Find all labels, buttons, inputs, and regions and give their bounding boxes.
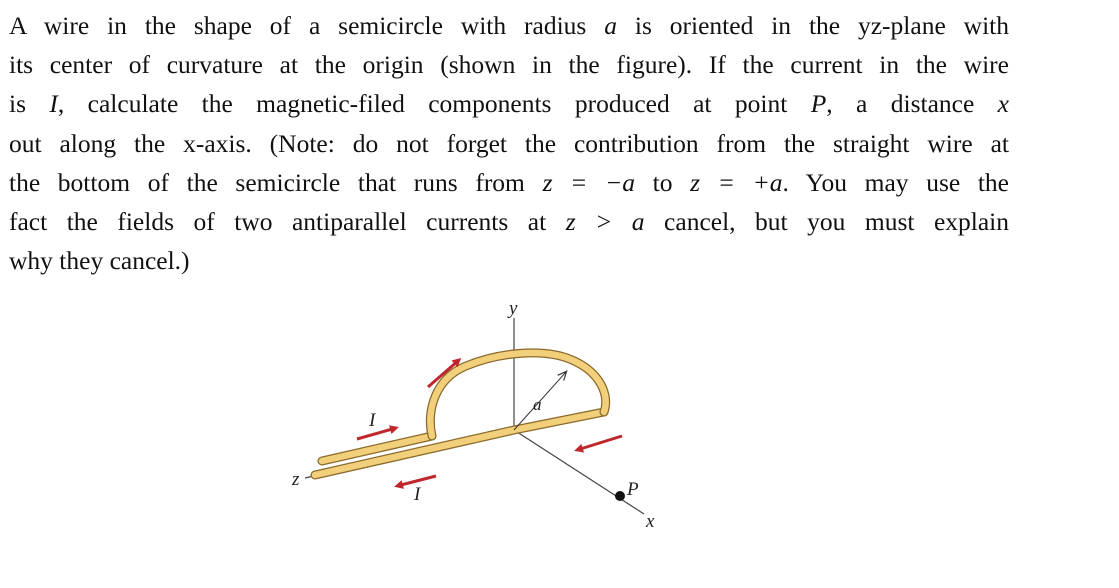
label-current-top: I — [369, 410, 376, 431]
problem-line-6: fact the fields of two antiparallel currents at z > a cancel, but you must explain — [9, 207, 1009, 237]
label-x: x — [646, 511, 655, 532]
label-y: y — [509, 298, 518, 319]
x-axis — [514, 430, 644, 514]
current-arrow-in — [357, 428, 396, 439]
problem-line-7: why they cancel.) — [9, 246, 190, 276]
straight-wire-pair — [315, 412, 604, 475]
problem-line-1: A wire in the shape of a semicircle with radius a is oriented in the yz-plane with — [9, 11, 1009, 40]
label-current-bottom: I — [414, 484, 421, 505]
current-arrow-return — [577, 436, 622, 450]
label-z: z — [292, 469, 300, 490]
semicircle-wire — [430, 353, 605, 436]
point-p-marker — [615, 491, 625, 501]
problem-line-4: out along the x-axis. (Note: do not forget the contribution from the straight wire at — [9, 128, 1009, 158]
label-point-p: P — [627, 479, 639, 500]
problem-line-2: its center of curvature at the origin (shown in the figure). If the current in the wire — [9, 50, 1009, 80]
problem-line-5: the bottom of the semicircle that runs from z = −a to z = +a. You may use the — [9, 167, 1009, 197]
label-a: a — [533, 395, 542, 414]
problem-line-3: is I, calculate the magnetic-filed components produced at point P, a distance x — [9, 89, 1009, 119]
